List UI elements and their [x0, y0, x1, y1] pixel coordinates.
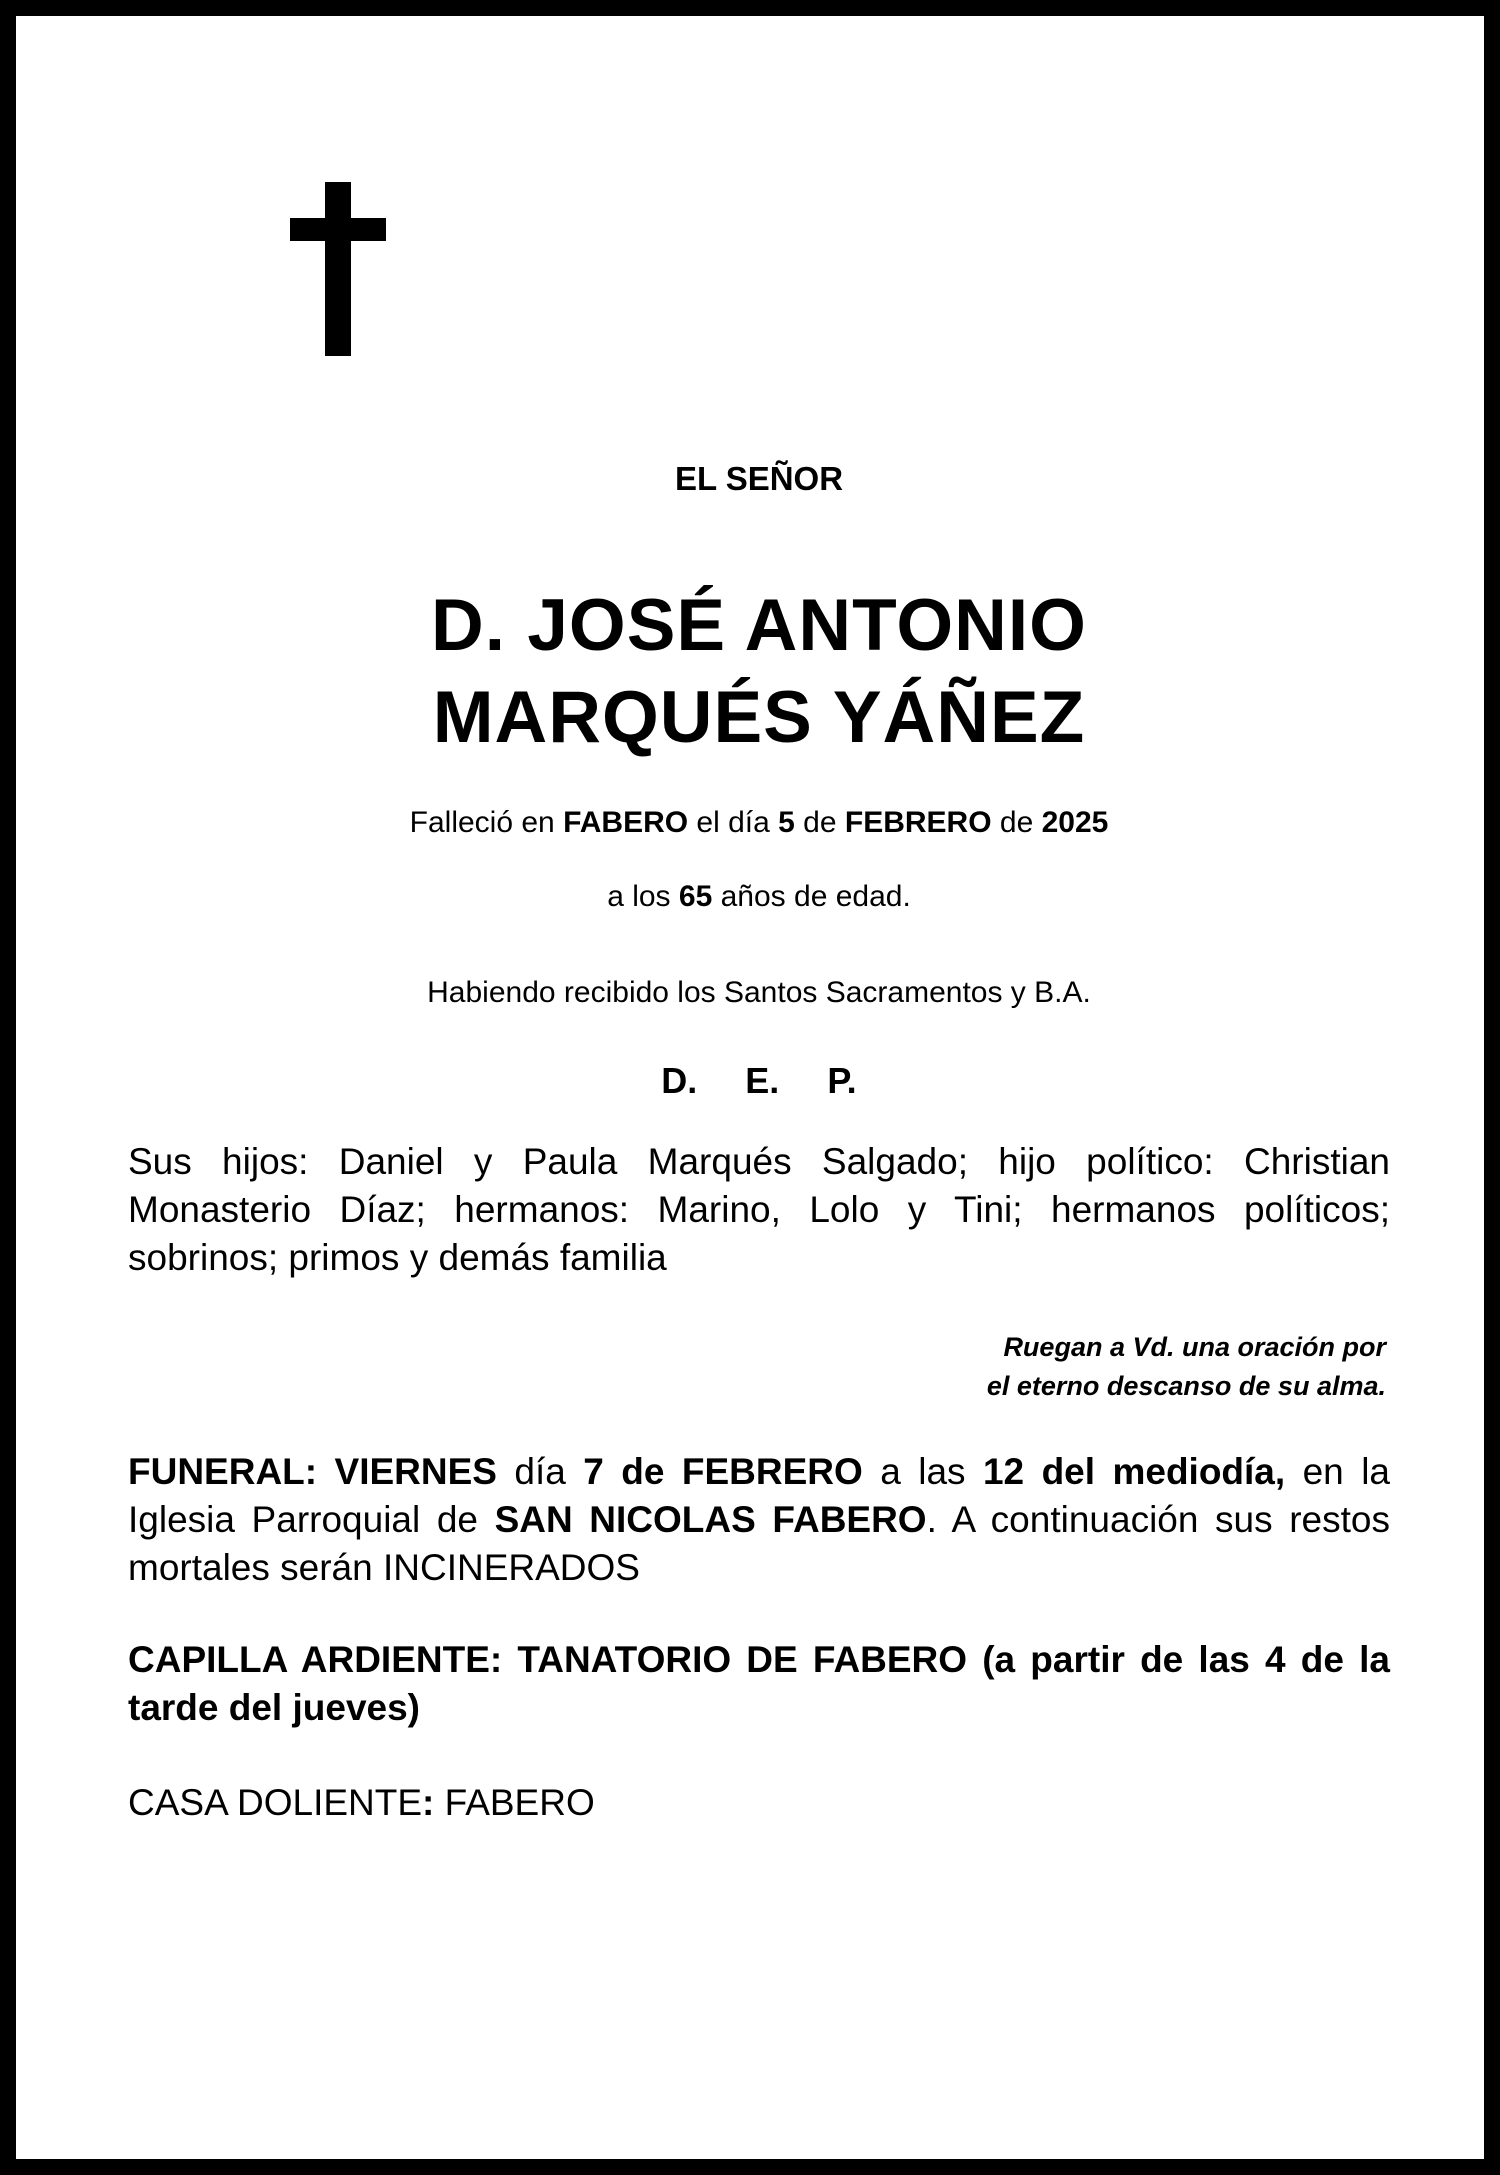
funeral-date: 7 de FEBRERO: [583, 1451, 863, 1492]
age-info: [128, 880, 1390, 914]
text: el día: [688, 806, 779, 839]
text: de: [991, 806, 1042, 839]
family-list: Sus hijos: Daniel y Paula Marqués Salgado; hijo político: Christian Monasterio Díaz; hermanos: Marino, Lolo y Tini; hermanos políticos; sobrinos; primos y demás familia: [128, 1141, 1390, 1278]
text: día: [496, 1451, 584, 1492]
text: . A continuación sus restos mortales serán INCINERADOS: [128, 1499, 1390, 1588]
funeral-church: SAN NICOLAS FABERO: [494, 1499, 927, 1540]
age-value: 65: [678, 880, 713, 913]
capilla-ardiente: CAPILLA ARDIENTE: TANATORIO DE FABERO (a partir de las 4 de la tarde del jueves): [128, 1639, 1390, 1728]
prayer-line-2: el eterno descanso de su alma.: [986, 1371, 1386, 1401]
text: en la Iglesia Parroquial de: [128, 1451, 1390, 1540]
casa-value: FABERO: [434, 1782, 595, 1823]
text: Falleció en: [409, 806, 564, 839]
text: años de edad.: [720, 880, 911, 913]
honorific: EL SEÑOR: [674, 460, 844, 497]
death-month: FEBRERO: [844, 806, 992, 839]
prayer-line-1: Ruegan a Vd. una oración por: [1003, 1332, 1386, 1362]
text: de: [794, 806, 845, 839]
funeral-time: 12 del mediodía,: [982, 1451, 1286, 1492]
text: :: [422, 1782, 435, 1823]
death-info: [128, 806, 1390, 840]
death-place: FABERO: [563, 806, 689, 839]
prayer-request: [700, 1328, 1386, 1406]
funeral-label: FUNERAL: VIERNES: [128, 1451, 497, 1492]
text: a los: [607, 880, 679, 913]
text: a las: [862, 1451, 983, 1492]
sacraments: Habiendo recibido los Santos Sacramentos y B.A.: [427, 976, 1091, 1009]
cross-icon-vertical: [325, 182, 351, 356]
name-line-2: MARQUÉS YÁÑEZ: [432, 677, 1086, 758]
deceased-name: [128, 580, 1390, 764]
death-year: 2025: [1041, 806, 1109, 839]
dep: D. E. P.: [661, 1060, 857, 1101]
death-day: 5: [778, 806, 795, 839]
cross-icon-horizontal: [290, 218, 386, 241]
funeral-info: [128, 1448, 1390, 1592]
name-line-1: D. JOSÉ ANTONIO: [431, 585, 1087, 666]
casa-doliente: [128, 1779, 1390, 1827]
casa-label: CASA DOLIENTE: [128, 1782, 423, 1823]
